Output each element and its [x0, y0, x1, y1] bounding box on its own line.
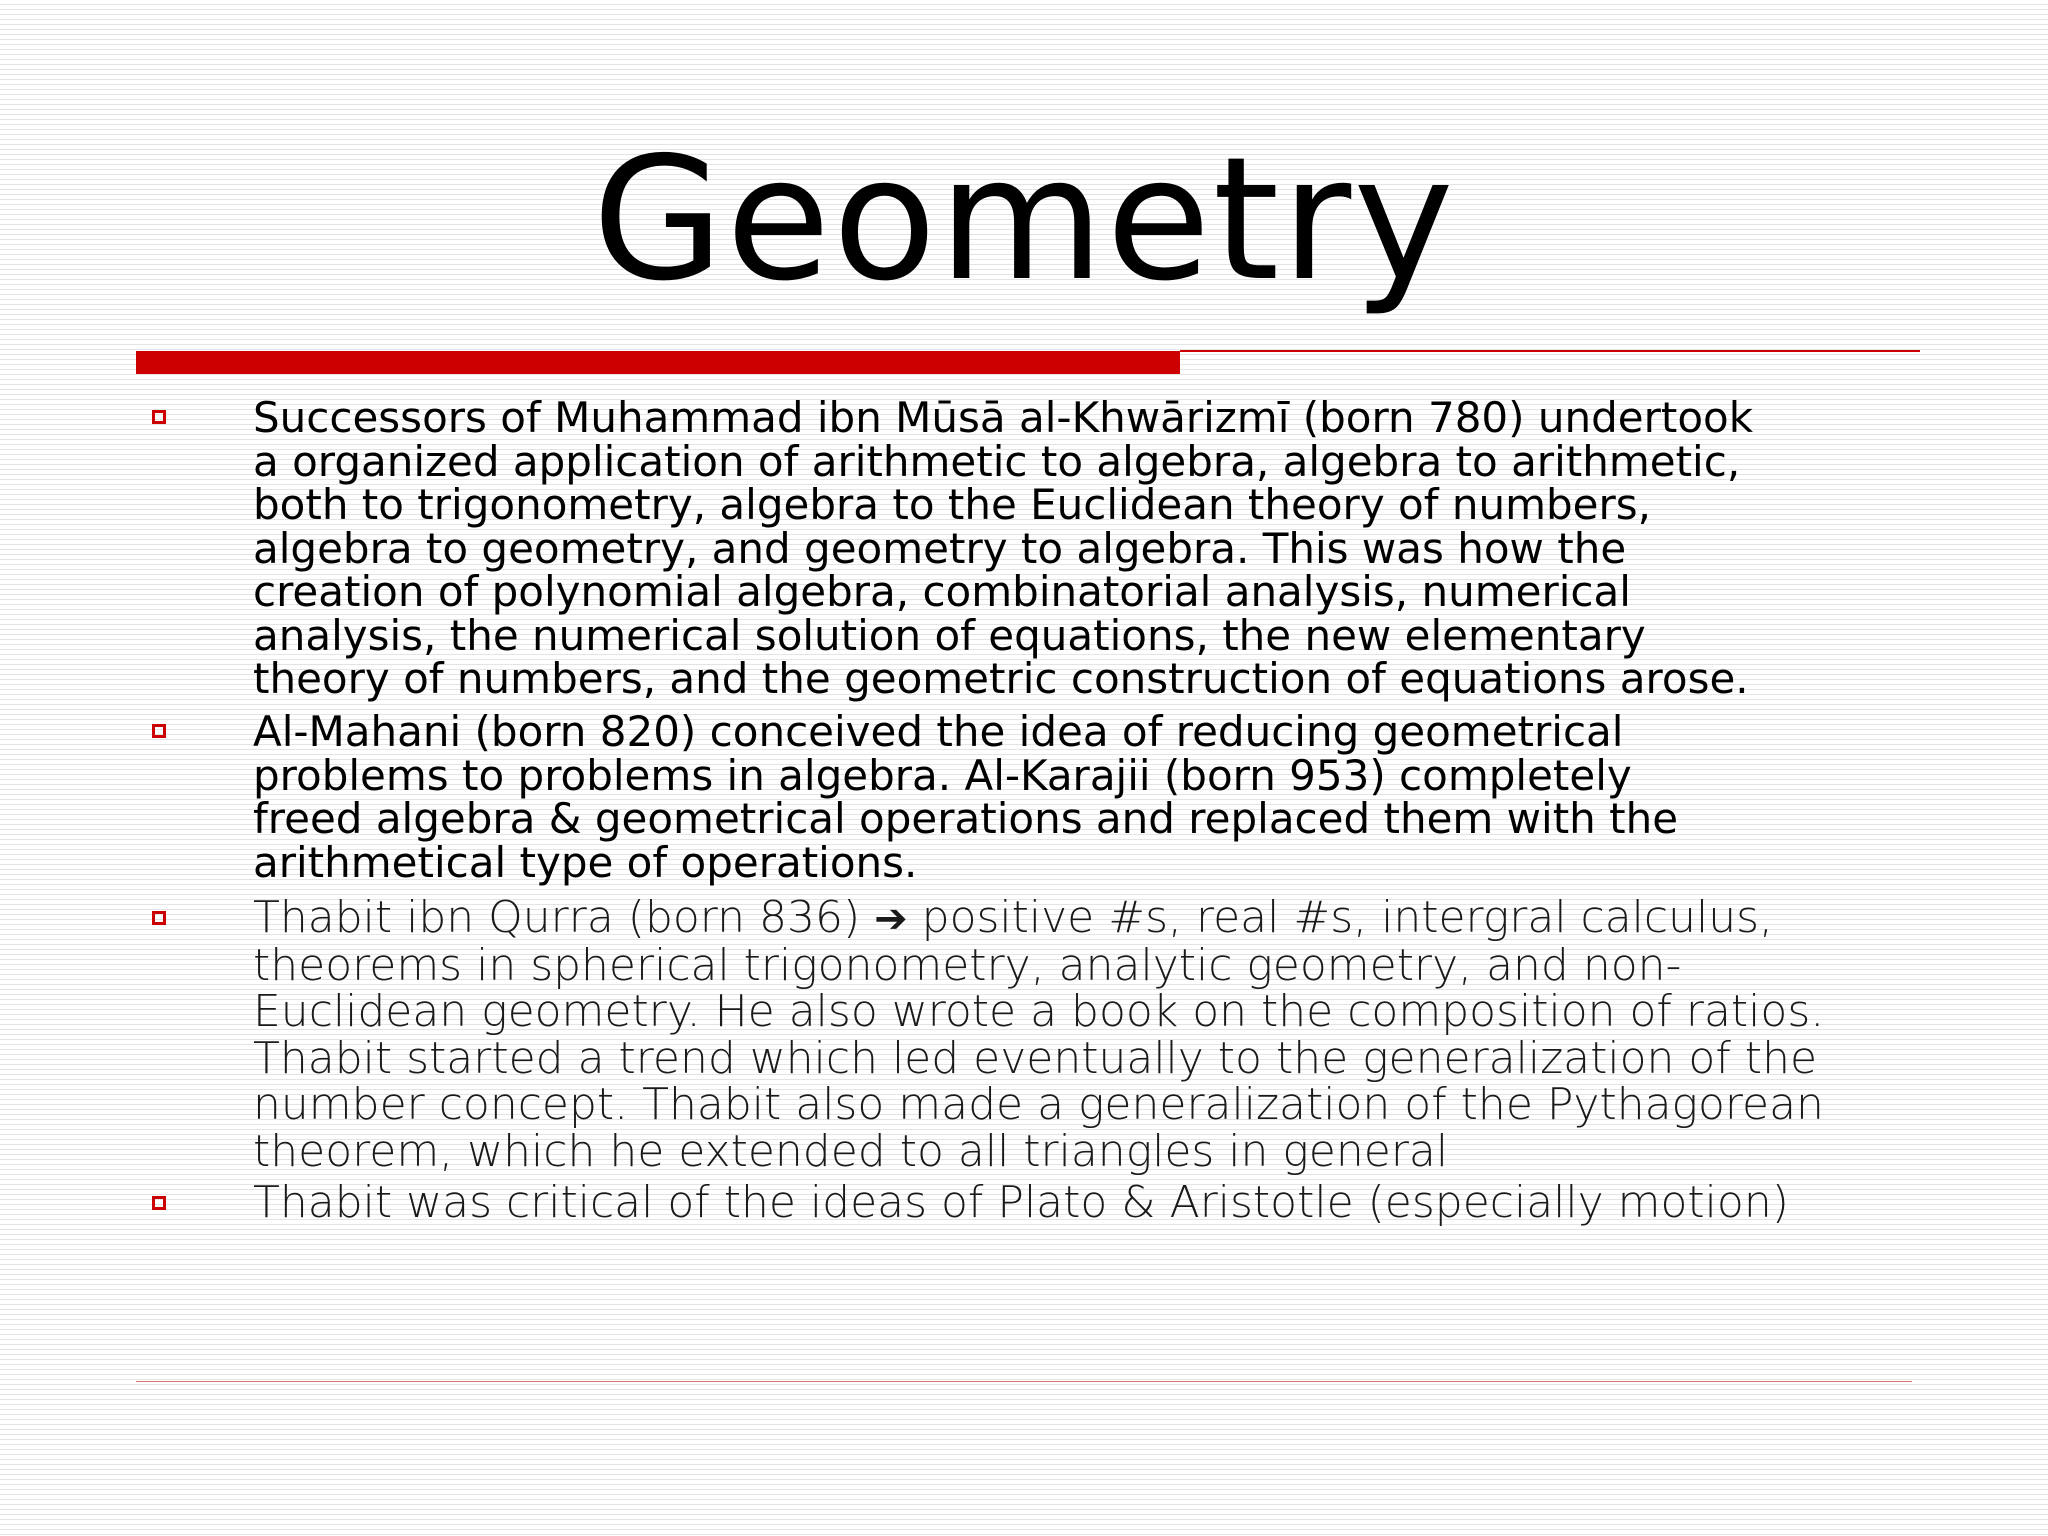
bullet-line: Euclidean geometry. He also wrote a book on the composition of ratios.: [253, 986, 1825, 1037]
square-bullet-icon: [152, 1196, 166, 1210]
bullet-line: theorems in spherical trigonometry, analytic geometry, and non-: [253, 939, 1682, 991]
slide-title: Geometry: [592, 121, 1456, 319]
bullet-line-end: positive #s, real #s, intergral calculus,: [907, 892, 1774, 943]
bullet-line: theory of numbers, and the geometric construction of equations arose.: [253, 654, 1749, 703]
bullet-text: [253, 1177, 1988, 1228]
bullet-line: Successors of Muhammad ibn Mūsā al-Khwārizmī (born 780) undertook: [253, 393, 1754, 442]
bullet-text: [253, 892, 1988, 1177]
bullet-line: analysis, the numerical solution of equations, the new elementary: [253, 610, 1646, 660]
right-arrow-icon: ➔: [874, 896, 908, 942]
bullet-line: both to trigonometry, algebra to the Euclidean theory of numbers,: [253, 480, 1652, 529]
square-bullet-icon: [152, 410, 166, 424]
bullet-line: problems to problems in algebra. Al-Karajii (born 953) completely: [253, 750, 1632, 800]
bullet-text: [253, 707, 1988, 887]
bullet-line: number concept. Thabit also made a generalization of the Pythagorean: [253, 1079, 1824, 1130]
footer-rule: [136, 1381, 1912, 1382]
bullet-list: [0, 393, 2048, 1240]
bullet-text: [253, 393, 1988, 703]
bullet-line: freed algebra & geometrical operations and replaced them with the: [253, 794, 1679, 843]
bullet-item: [0, 707, 2048, 895]
bullet-line-start: Thabit ibn Qurra (born 836): [253, 892, 875, 943]
bullet-line: Thabit started a trend which led eventually to the generalization of the: [253, 1032, 1818, 1084]
bullet-line: creation of polynomial algebra, combinatorial analysis, numerical: [253, 567, 1631, 616]
bullet-line: Thabit was critical of the ideas of Plato & Aristotle (especially motion): [253, 1177, 1789, 1228]
title-underline-thick: [136, 351, 1180, 374]
bullet-item: [0, 393, 2048, 710]
bullet-item: [0, 1177, 2048, 1240]
bullet-line: arithmetical type of operations.: [253, 837, 918, 887]
bullet-line: theorem, which he extended to all triangles in general: [253, 1125, 1449, 1177]
bullet-line: algebra to geometry, and geometry to algebra. This was how the: [253, 523, 1627, 573]
square-bullet-icon: [152, 724, 166, 738]
bullet-line: [253, 892, 1988, 943]
square-bullet-icon: [152, 911, 166, 925]
bullet-line: a organized application of arithmetic to algebra, algebra to arithmetic,: [253, 436, 1741, 486]
title-underline-thin: [1180, 350, 1920, 352]
bullet-item: [0, 892, 2048, 1180]
bullet-line: Al-Mahani (born 820) conceived the idea of reducing geometrical: [253, 707, 1624, 756]
